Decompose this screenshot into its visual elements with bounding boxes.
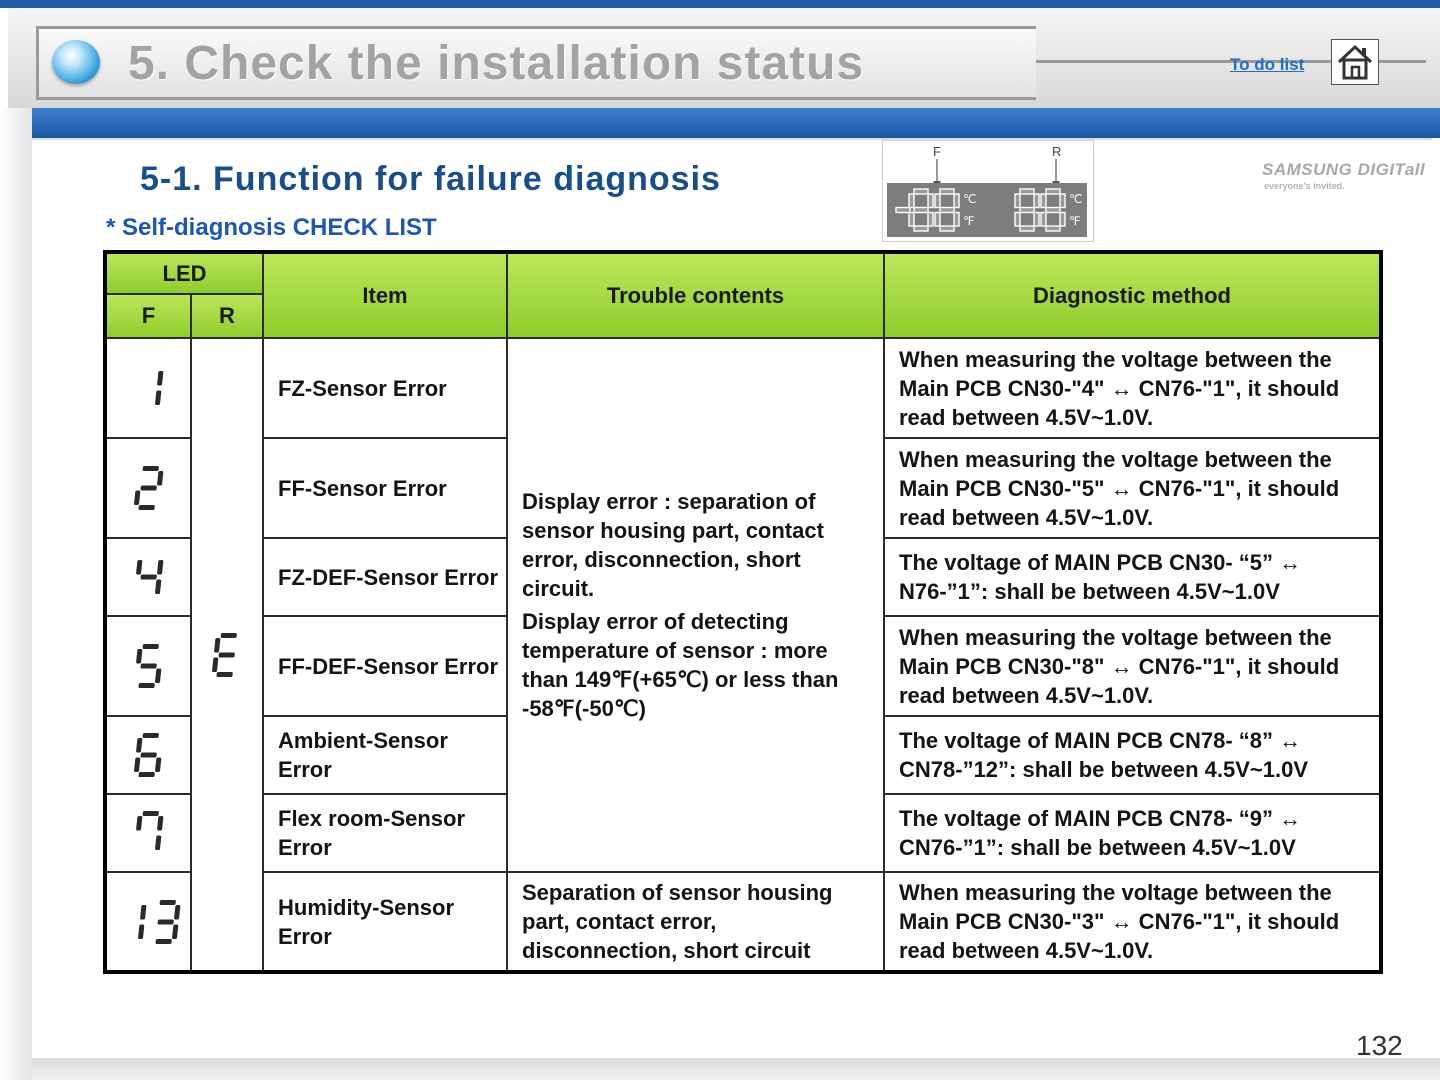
brand-name: SAMSUNG DIGITall [1262, 160, 1426, 179]
segment-d [138, 683, 155, 688]
method-cell: The voltage of MAIN PCB CN30- “5” ↔ N76-”1”: shall be between 4.5V~1.0V [884, 538, 1381, 616]
trouble-paragraph: Display error of detecting temperature of sensor : more than 149℉(+65℃) or less than -58℉(-50℃) [522, 609, 839, 721]
segment-b [156, 816, 163, 831]
segment-d [138, 772, 155, 777]
segment-e [212, 657, 219, 672]
led-f-code [105, 872, 191, 972]
led-f-code [105, 338, 191, 438]
item-cell: FZ-Sensor Error [263, 338, 507, 438]
trouble-paragraph: Display error : separation of sensor housing part, contact error, disconnection, short circuit. [522, 489, 824, 601]
header-top-band [0, 0, 1440, 8]
header-led-f: F [105, 294, 191, 338]
brand-tagline: everyone's invited. [1264, 181, 1345, 191]
diagnosis-table [103, 250, 1383, 974]
segment-c [154, 758, 161, 773]
led-digit [133, 733, 164, 777]
table-row [105, 338, 1381, 438]
page-title: 5. Check the installation status [128, 37, 865, 90]
segment-c [154, 580, 161, 595]
segment-c [137, 924, 144, 939]
segment-e [133, 758, 140, 773]
header-blue-band [0, 108, 1440, 138]
method-cell: When measuring the voltage between the Main PCB CN30-"4" ↔ CN76-"1", it should read between 4.5V~1.0V. [884, 338, 1381, 438]
led-digit [137, 905, 146, 939]
segment-g [140, 664, 157, 669]
method-cell: When measuring the voltage between the Main PCB CN30-"3" ↔ CN76-"1", it should read between 4.5V~1.0V. [884, 872, 1381, 972]
led-digit [154, 371, 163, 405]
table-row [105, 872, 1381, 972]
led-display-illustration [882, 140, 1094, 242]
segment-f [214, 638, 221, 653]
segment-d [138, 505, 155, 510]
led-digit [133, 811, 163, 850]
segment-c [154, 669, 161, 684]
left-margin-band [0, 108, 32, 1080]
page-number: 132 [1356, 1030, 1403, 1061]
led-f-code [105, 794, 191, 872]
segment-f [135, 816, 142, 831]
segment-d [155, 939, 172, 944]
bubble-icon [52, 40, 100, 84]
display-unit-f-left: ℉ [963, 214, 975, 228]
led-f-code [105, 616, 191, 716]
item-cell: Ambient-Sensor Error [263, 716, 507, 794]
item-cell: FF-Sensor Error [263, 438, 507, 538]
item-cell: FZ-DEF-Sensor Error [263, 538, 507, 616]
led-digit [133, 466, 164, 510]
segment-e [133, 491, 140, 506]
seven-segment-code [132, 553, 166, 601]
method-cell: When measuring the voltage between the Main PCB CN30-"5" ↔ CN76-"1", it should read between 4.5V~1.0V. [884, 438, 1381, 538]
header-trouble: Trouble contents [507, 252, 884, 338]
segment-f [135, 560, 142, 575]
segment-c [154, 836, 161, 851]
led-digit [133, 560, 163, 594]
segment-g [140, 575, 157, 580]
display-label-r: R [1052, 144, 1062, 159]
segment-a [142, 733, 159, 738]
section-title: 5-1. Function for failure diagnosis [140, 160, 721, 198]
segment-f [135, 738, 142, 753]
seven-segment-code [115, 898, 183, 946]
home-icon [1335, 43, 1375, 81]
todo-list-link[interactable]: To do list [1230, 55, 1305, 74]
seven-segment-code [132, 364, 166, 412]
segment-a [159, 900, 176, 905]
seven-segment-code [132, 642, 166, 690]
samsung-logo [1262, 160, 1426, 200]
segment-g [218, 652, 235, 657]
led-digit [133, 644, 164, 688]
led-digit [155, 900, 181, 944]
segment-c [171, 924, 178, 939]
display-label-f: F [933, 144, 941, 159]
item-cell: FF-DEF-Sensor Error [263, 616, 507, 716]
segment-a [142, 466, 159, 471]
display-unit-c-left: ℃ [963, 192, 977, 206]
led-digit [211, 633, 237, 677]
segment-f [135, 649, 142, 664]
seven-segment-code [132, 731, 166, 779]
led-f-code [105, 438, 191, 538]
segment-g [140, 753, 157, 758]
footer-band [32, 1058, 1440, 1080]
trouble-cell: Separation of sensor housing part, contact error, disconnection, short circuit [507, 872, 884, 972]
method-cell: When measuring the voltage between the Main PCB CN30-"8" ↔ CN76-"1", it should read between 4.5V~1.0V. [884, 616, 1381, 716]
display-unit-f-right: ℉ [1069, 214, 1081, 228]
method-cell: The voltage of MAIN PCB CN78- “8” ↔ CN78-”12”: shall be between 4.5V~1.0V [884, 716, 1381, 794]
seven-segment-code [132, 809, 166, 857]
segment-a [220, 633, 237, 638]
led-f-code [105, 716, 191, 794]
segment-a [142, 811, 159, 816]
segment-d [216, 672, 233, 677]
segment-b [139, 905, 146, 920]
home-button[interactable] [1331, 39, 1379, 85]
seven-segment-code [132, 464, 166, 512]
method-cell: The voltage of MAIN PCB CN78- “9” ↔ CN76-”1”: shall be between 4.5V~1.0V [884, 794, 1381, 872]
segment-g [140, 486, 157, 491]
item-cell: Humidity-Sensor Error [263, 872, 507, 972]
segment-c [154, 391, 161, 406]
led-f-code [105, 538, 191, 616]
segment-b [173, 905, 180, 920]
seven-segment-code [210, 631, 244, 679]
item-cell: Flex room-Sensor Error [263, 794, 507, 872]
led-r-code [191, 338, 263, 972]
header-led: LED [105, 252, 263, 294]
display-unit-c-right: ℃ [1069, 192, 1083, 206]
segment-a [142, 644, 159, 649]
header-led-r: R [191, 294, 263, 338]
display-minus [896, 208, 910, 213]
segment-b [156, 471, 163, 486]
checklist-subtitle: * Self-diagnosis CHECK LIST [106, 214, 437, 241]
segment-b [156, 371, 163, 386]
segment-b [156, 560, 163, 575]
header-method: Diagnostic method [884, 252, 1381, 338]
header-item: Item [263, 252, 507, 338]
trouble-cell-shared [507, 338, 884, 872]
segment-g [157, 919, 174, 924]
